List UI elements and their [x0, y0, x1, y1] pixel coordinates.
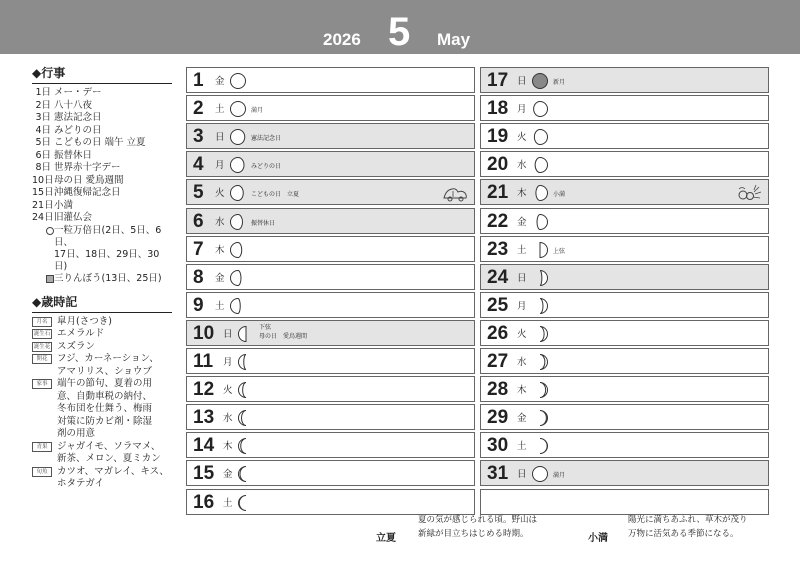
day-number: 3 [193, 126, 204, 148]
event-day: 24日 [32, 212, 54, 223]
sekki-name: 立夏 [376, 533, 396, 544]
weekday-label: 月 [223, 357, 233, 368]
day-number: 21 [487, 182, 509, 204]
moon-phase-icon [531, 436, 549, 456]
event-day: 2日 [35, 99, 51, 111]
event-name: みどりの日 [54, 124, 102, 136]
weekday-label: 火 [223, 385, 233, 397]
day-number: 11 [193, 351, 214, 372]
moon-phase-icon [229, 99, 247, 119]
day-event-text: 新月 [553, 79, 566, 86]
event-item [32, 137, 172, 150]
saijiki-item [32, 316, 172, 329]
day-number: 9 [193, 294, 204, 316]
saijiki-tag: 誕生花 [33, 343, 51, 350]
moon-phase-icon [237, 380, 255, 400]
saijiki-item [32, 453, 172, 466]
day-number: 6 [193, 210, 204, 232]
moon-phase-icon [531, 212, 549, 232]
event-item [32, 100, 172, 113]
header-month-english: May [437, 30, 471, 49]
weekday-label: 金 [223, 469, 233, 481]
moon-phase-icon [237, 324, 255, 344]
header-month: 5 [388, 10, 411, 54]
ichiryu-row [32, 225, 172, 249]
moon-phase-icon [237, 408, 255, 428]
weekday-label: 金 [215, 272, 225, 284]
event-day: 21日 [32, 199, 54, 211]
event-name: 旧灌仏会 [54, 212, 93, 223]
day-number: 13 [193, 407, 215, 429]
saijiki-tag: 月名 [32, 317, 52, 327]
day-cell [480, 179, 769, 205]
moon-phase-icon [237, 464, 255, 484]
day-cell [186, 348, 475, 374]
event-item [32, 187, 172, 200]
day-number: 12 [193, 379, 215, 401]
weekday-label: 日 [517, 272, 527, 284]
day-event-text: 上弦 [553, 247, 566, 255]
day-cell [186, 208, 475, 234]
shoman-icon [586, 510, 612, 528]
weekday-label: 金 [517, 413, 527, 425]
day-event-text: みどりの日 [251, 163, 282, 171]
day-cell [480, 208, 769, 234]
event-item [32, 175, 172, 188]
day-number: 14 [193, 435, 215, 457]
square-marker-icon [32, 273, 54, 285]
event-day: 5日 [35, 137, 51, 148]
weekday-label: 水 [215, 216, 225, 228]
weekday-label: 月 [517, 300, 527, 312]
day-number: 18 [487, 98, 509, 120]
saijiki-tag: 誕生石 [33, 331, 51, 337]
day-cell [186, 320, 475, 346]
day-cell [480, 376, 769, 402]
empty-day-cell [480, 489, 769, 515]
saijiki-text: 意、自動車税の納付、 [57, 390, 153, 402]
saijiki-tag: 開花 [32, 354, 52, 364]
day-cell [186, 292, 475, 318]
day-event-text: 憲法記念日 [251, 135, 282, 143]
saijiki-text: 新茶、メロン、夏ミカン [57, 453, 161, 464]
weekday-label: 土 [215, 104, 225, 116]
saijiki-text: フジ、カーネーション、 [57, 353, 159, 364]
event-day: 6日 [35, 149, 51, 161]
event-item [32, 125, 172, 138]
weekday-label: 火 [517, 328, 527, 340]
moon-phase-icon [531, 183, 549, 203]
day-cell [480, 404, 769, 430]
event-item [32, 212, 172, 225]
day-cell [480, 236, 769, 262]
day-number: 24 [487, 266, 509, 288]
day-cell [480, 320, 769, 346]
day-number: 5 [193, 182, 204, 204]
weekday-label: 木 [517, 188, 527, 200]
moon-phase-icon [237, 493, 255, 513]
day-cell [186, 179, 475, 205]
day-number: 4 [193, 154, 204, 176]
day-number: 19 [487, 126, 509, 148]
day-event-text: 母の日 愛鳥週間 [259, 332, 308, 340]
weekday-label: 月 [517, 104, 527, 116]
moon-phase-icon [531, 127, 549, 147]
weekday-label: 水 [517, 357, 527, 368]
event-name: 小満 [54, 199, 74, 211]
saijiki-text: エメラルド [57, 328, 105, 339]
day-event-text: 満月 [553, 472, 566, 480]
saijiki-item [32, 328, 172, 341]
saijiki-item [32, 391, 172, 404]
day-cell [480, 67, 769, 93]
day-event-text: 満月 [251, 107, 264, 115]
saijiki-text: 対策に防カビ剤・除湿 [57, 415, 153, 427]
moon-phase-icon [237, 352, 255, 372]
day-cell [186, 236, 475, 262]
saijiki-item [32, 428, 172, 441]
saijiki-item [32, 466, 172, 479]
moon-phase-icon [531, 296, 549, 316]
day-number: 23 [487, 238, 509, 260]
weekday-label: 日 [223, 328, 233, 340]
day-number: 25 [487, 294, 509, 316]
day-number: 29 [487, 407, 509, 429]
event-item [32, 162, 172, 175]
weekday-label: 日 [215, 132, 225, 144]
day-number: 15 [193, 463, 215, 485]
sekki-line2: 新緑が目立ちはじめる時期。 [418, 529, 529, 539]
weekday-label: 木 [215, 244, 225, 256]
day-cell [186, 264, 475, 290]
weekday-label: 木 [517, 385, 527, 397]
moon-phase-icon [531, 71, 549, 91]
moon-phase-icon [229, 71, 247, 91]
event-name: 振替休日 [54, 149, 93, 161]
moon-phase-icon [229, 296, 247, 316]
day-number: 20 [487, 154, 509, 176]
event-day: 8日 [35, 162, 51, 173]
event-name: こどもの日 端午 立夏 [54, 137, 146, 148]
saijiki-tag: 旬魚 [32, 467, 52, 477]
day-number: 2 [193, 98, 204, 120]
rikka-icon [376, 510, 402, 528]
day-event-text: 振替休日 [251, 219, 276, 227]
day-cell [480, 123, 769, 149]
weekday-label: 月 [215, 160, 225, 172]
day-cell [186, 460, 475, 486]
day-number: 26 [487, 322, 509, 344]
day-cell [186, 376, 475, 402]
day-number: 31 [487, 463, 509, 485]
moon-phase-icon [229, 212, 247, 232]
day-number: 28 [487, 379, 509, 401]
day-cell [186, 95, 475, 121]
saijiki-item [32, 441, 172, 454]
day-cell [186, 432, 475, 458]
day-event-text: 小満 [553, 191, 566, 199]
moon-phase-icon [237, 436, 255, 456]
sanrinbo-row [32, 273, 172, 285]
weekday-label: 金 [517, 216, 527, 228]
sanrinbo-text: 三りんぼう(13日、25日) [54, 272, 162, 284]
event-day: 10日 [32, 174, 54, 186]
weekday-label: 火 [517, 132, 527, 144]
ichiryu-line2: 17日、18日、29日、30日) [54, 248, 160, 272]
event-name: 沖縄復帰記念日 [54, 187, 121, 198]
moon-phase-icon [531, 268, 549, 288]
saijiki-text: スズラン [57, 340, 96, 352]
saijiki-tag: 青果 [32, 442, 52, 452]
ichiryu-line1: 一粒万倍日(2日、5日、6日、 [54, 224, 162, 248]
day-cell [480, 292, 769, 318]
day-number: 22 [487, 210, 509, 232]
event-name: メー・デー [54, 87, 102, 98]
saijiki-text: カツオ、マガレイ、キス、 [57, 465, 169, 477]
saijiki-list [32, 316, 172, 491]
moon-phase-icon [531, 352, 549, 372]
day-cell [186, 123, 475, 149]
day-number: 16 [193, 491, 215, 513]
moon-phase-icon [229, 183, 247, 203]
saijiki-text: 端午の節句、夏着の用 [57, 378, 153, 389]
event-day: 3日 [35, 112, 51, 123]
saijiki-item [32, 353, 172, 366]
saijiki-item [32, 366, 172, 379]
moon-phase-icon [531, 324, 549, 344]
day-number: 8 [193, 266, 204, 288]
sekki-line2: 万物に活気ある季節になる。 [628, 529, 739, 539]
sekki-name: 小満 [588, 533, 608, 544]
saijiki-text: ホタテガイ [57, 478, 105, 489]
day-cell [480, 95, 769, 121]
ichiryu-row-2 [32, 249, 172, 273]
saijiki-item [32, 378, 172, 391]
weekday-label: 水 [517, 160, 527, 172]
header-year: 2026 [323, 30, 361, 49]
moon-phase-icon [531, 99, 549, 119]
weekday-label: 水 [223, 413, 233, 425]
day-number: 30 [487, 435, 509, 457]
day-cell [480, 264, 769, 290]
saijiki-item [32, 478, 172, 491]
circle-marker-icon [32, 225, 54, 249]
moon-phase-icon [229, 155, 247, 175]
saijiki-item [32, 403, 172, 416]
weekday-label: 日 [517, 469, 527, 481]
saijiki-item [32, 341, 172, 354]
day-number: 7 [193, 238, 204, 260]
weekday-label: 日 [517, 76, 527, 87]
saijiki-item [32, 416, 172, 429]
moon-phase-icon [229, 127, 247, 147]
day-event-text: こどもの日 立夏 [251, 191, 300, 199]
weekday-label: 土 [517, 244, 527, 256]
event-item [32, 112, 172, 125]
event-day: 15日 [32, 187, 54, 198]
moon-phase-icon [531, 380, 549, 400]
event-item [32, 150, 172, 163]
day-cell [480, 151, 769, 177]
rikka-icon [442, 184, 468, 202]
shoman-icon [736, 184, 762, 202]
weekday-label: 金 [215, 76, 225, 87]
event-name: 母の日 愛鳥週間 [54, 174, 124, 186]
event-name: 八十八夜 [54, 99, 93, 111]
saijiki-text: アマリリス、ショウブ [57, 365, 152, 377]
moon-phase-icon [531, 408, 549, 428]
event-day: 1日 [35, 87, 51, 98]
day-cell [480, 348, 769, 374]
header-bar [0, 0, 800, 54]
moon-phase-icon [229, 240, 247, 260]
weekday-label: 土 [517, 441, 527, 453]
day-event-text: 下弦 [259, 323, 272, 331]
event-name: 憲法記念日 [54, 112, 102, 123]
saijiki-text: 皐月(さつき) [57, 315, 112, 327]
saijiki-tag: 家事 [32, 379, 52, 389]
saijiki-text: 剤の用意 [57, 428, 96, 439]
event-name: 世界赤十字デー [54, 162, 121, 173]
sekki-line1: 陽光に満ちあふれ、草木が茂り [628, 515, 748, 525]
day-cell [186, 404, 475, 430]
sekki-line1: 夏の気が感じられる頃。野山は [418, 515, 538, 525]
day-number: 17 [487, 70, 509, 91]
saijiki-text: 冬布団を仕舞う、梅雨 [57, 403, 153, 414]
day-cell [186, 67, 475, 93]
weekday-label: 土 [223, 497, 233, 509]
weekday-label: 土 [215, 300, 225, 312]
moon-phase-icon [229, 268, 247, 288]
sidebar [32, 64, 172, 491]
day-cell [480, 432, 769, 458]
event-day: 4日 [35, 124, 51, 136]
saijiki-title: ◆歳時記 [32, 293, 172, 313]
moon-phase-icon [531, 155, 549, 175]
day-number: 27 [487, 351, 509, 372]
weekday-label: 火 [215, 188, 225, 200]
saijiki-text: ジャガイモ、ソラマメ、 [57, 440, 161, 452]
moon-phase-icon [531, 240, 549, 260]
day-number: 10 [193, 322, 215, 344]
events-list [32, 87, 172, 225]
moon-phase-icon [531, 464, 549, 484]
day-cell [186, 151, 475, 177]
day-number: 1 [193, 70, 204, 91]
event-item [32, 200, 172, 213]
day-cell [186, 489, 475, 515]
event-item [32, 87, 172, 100]
day-cell [480, 460, 769, 486]
weekday-label: 木 [223, 441, 233, 453]
events-title: ◆行事 [32, 64, 172, 84]
